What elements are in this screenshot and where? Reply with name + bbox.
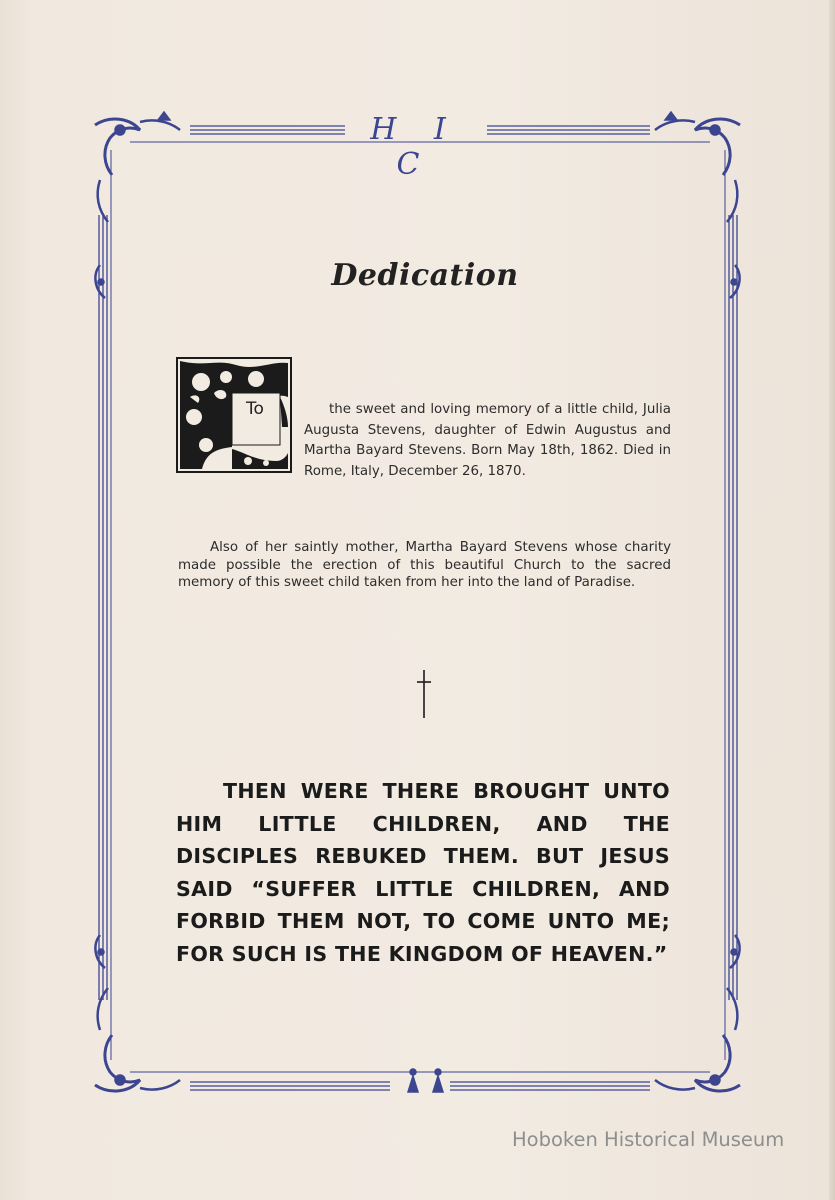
dedication-paragraph-2: Also of her saintly mother, Martha Bayard Stevens whose charity made possible the erection of this beautiful Church to the sacred memory of this sweet child taken from her into the land of Paradise. — [178, 540, 671, 590]
scripture-quote: THEN WERE THERE BROUGHT UNTO HIM LITTLE CHILDREN, AND THE DISCIPLES REBUKED THEM. BUT JESUS SAID “SUFFER LITTLE CHILDREN, AND FORBID THEM NOT, TO COME UNTO ME; FOR SUCH IS THE KINGDOM OF HEAVEN.” — [176, 779, 670, 966]
page-title: Dedication — [331, 258, 519, 293]
initial-word: To — [246, 399, 264, 419]
corner-ornament-bottom-right — [655, 988, 740, 1091]
dedication-paragraph-1: the sweet and loving memory of a little child, Julia Augusta Stevens, daughter of Edwin Augustus and Martha Bayard Stevens. Born May 18th, 1862. Died in Rome, Italy, December 26, 1870. — [304, 402, 671, 479]
corner-ornament-top-left — [95, 112, 180, 222]
corner-ornament-bottom-left — [95, 988, 180, 1091]
watermark: Hoboken Historical Museum — [512, 1128, 785, 1151]
decorated-initial — [176, 357, 292, 473]
side-ornament-right-lower — [730, 935, 740, 968]
cross-icon — [414, 668, 434, 724]
monogram: H I C — [370, 112, 460, 182]
side-ornament-right-upper — [730, 265, 740, 298]
corner-ornament-top-right — [655, 112, 740, 222]
